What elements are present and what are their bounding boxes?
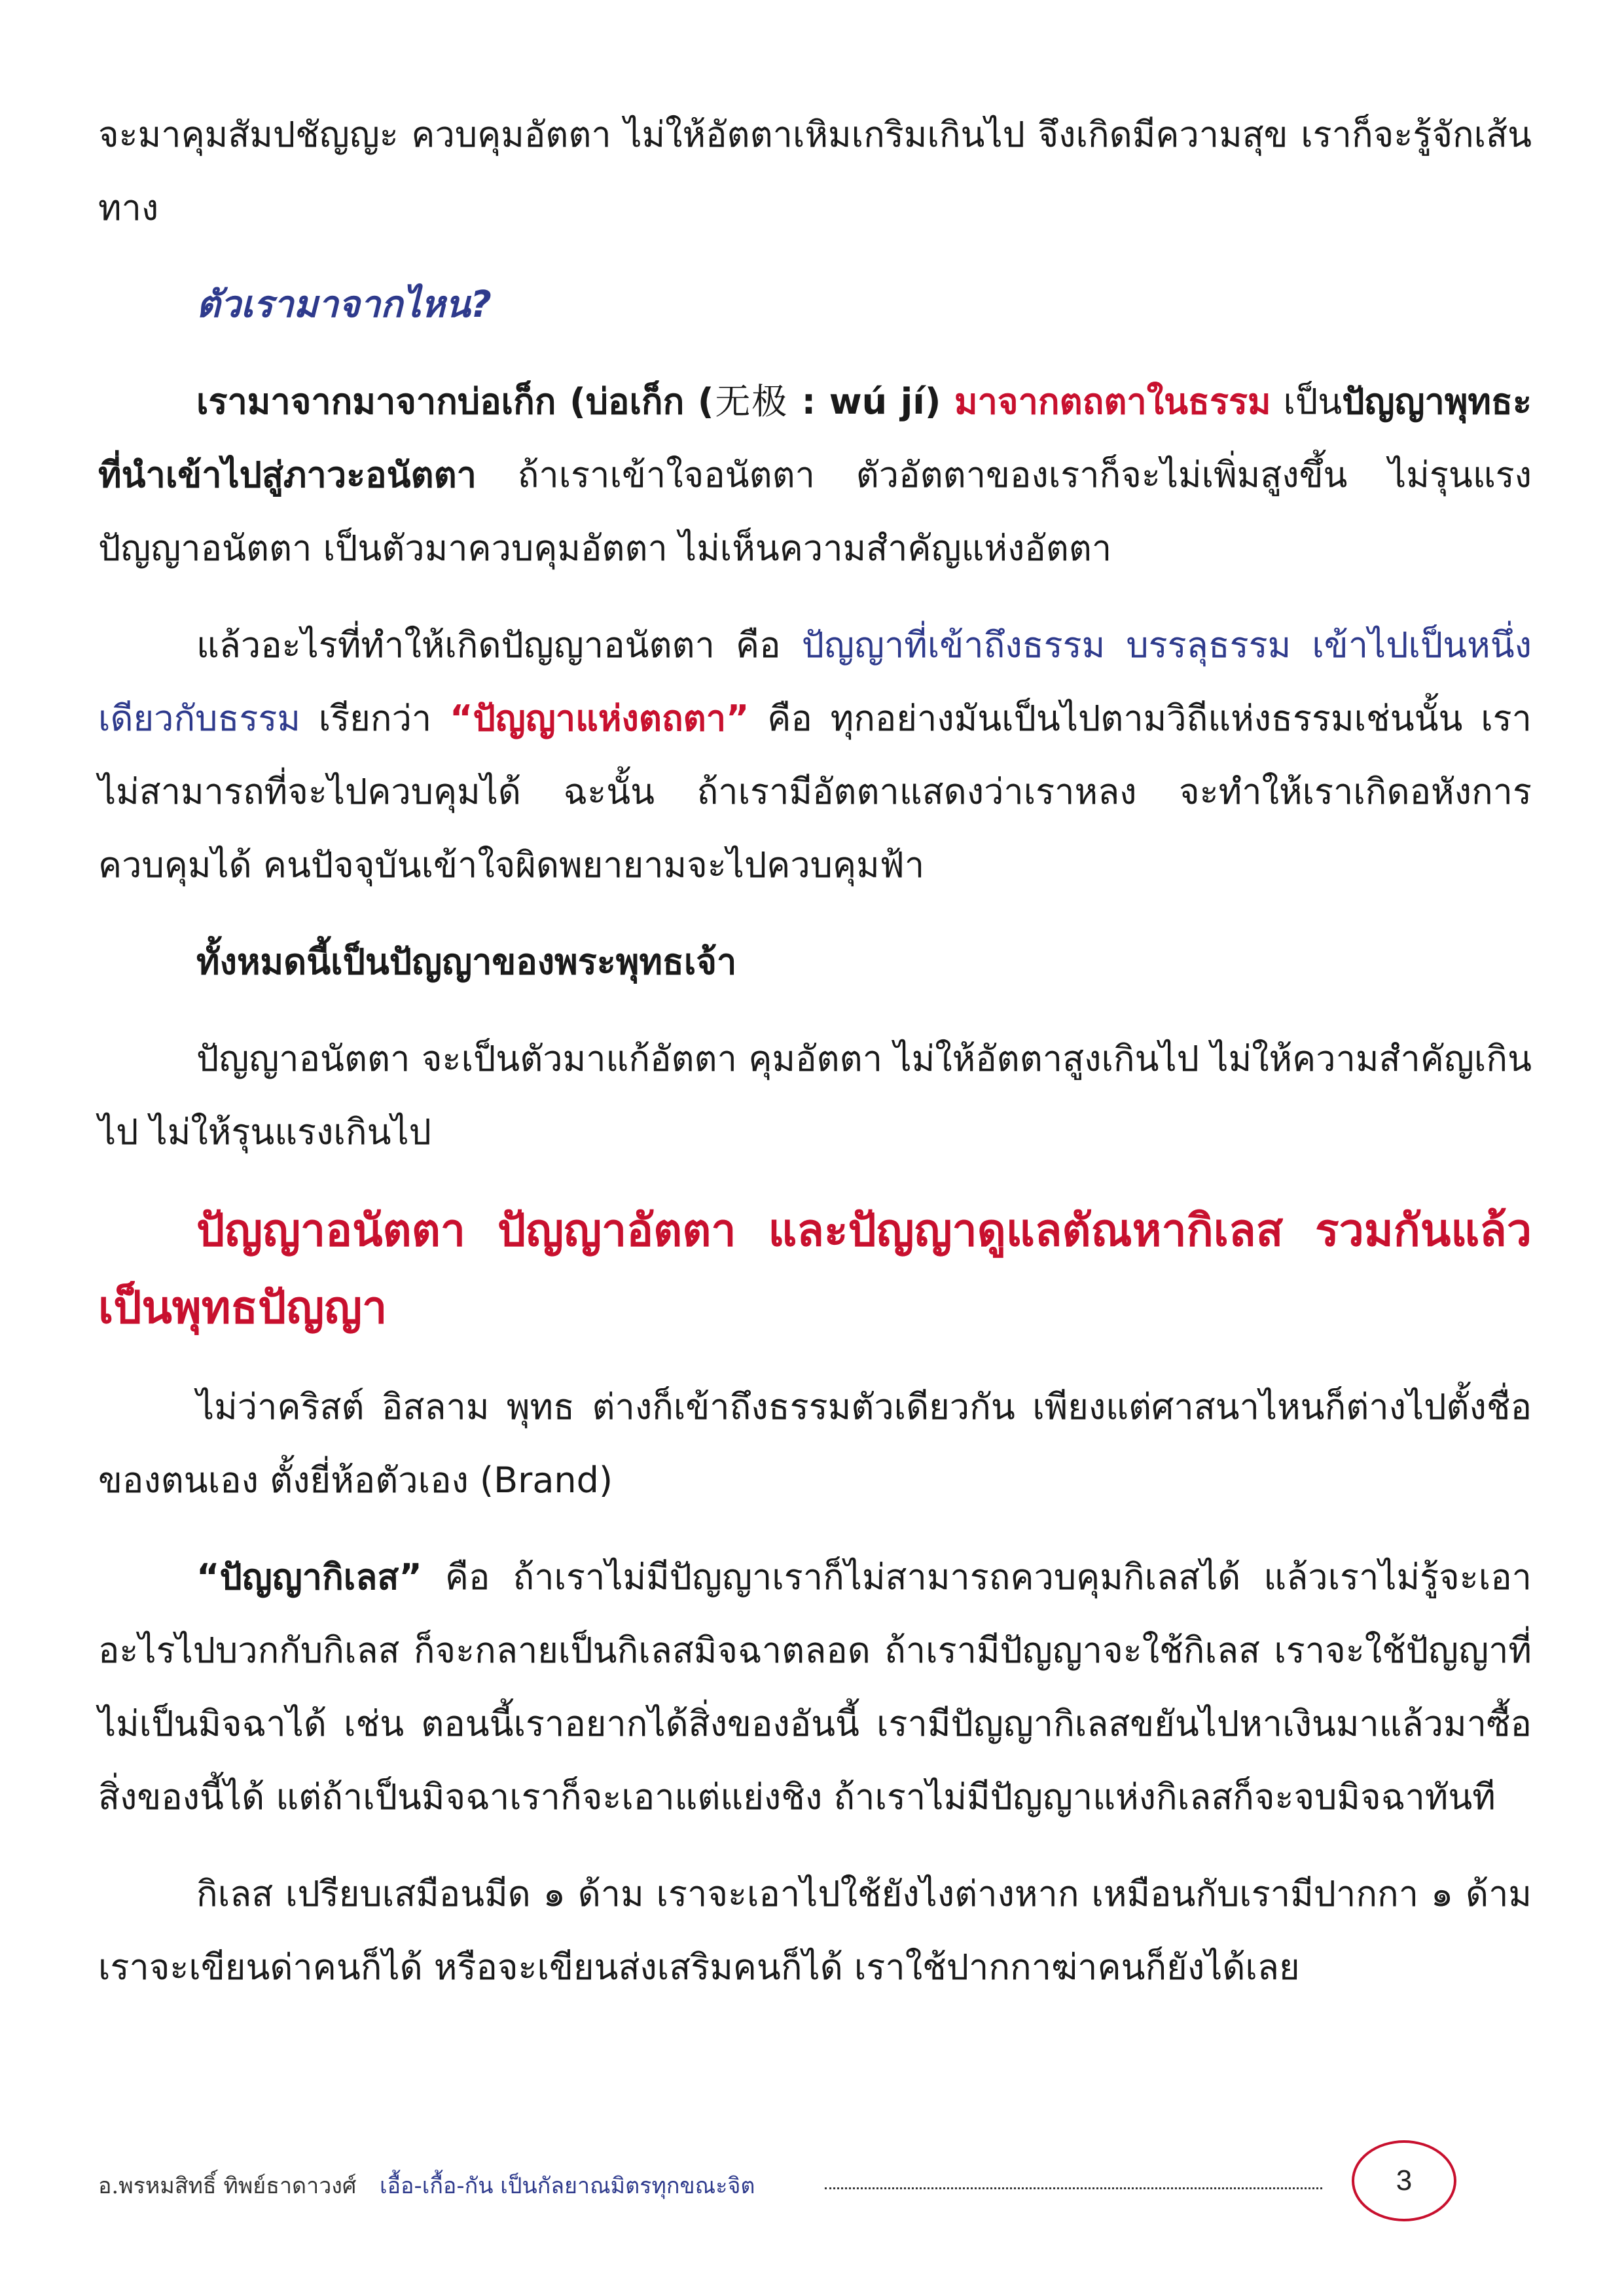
paragraph-4-bold: ทั้งหมดนี้เป็นปัญญาของพระพุทธเจ้า	[196, 941, 737, 982]
question-heading: ตัวเรามาจากไหน?	[196, 283, 492, 326]
p3-intro: แล้วอะไรที่ทำให้เกิดปัญญาอนัตตา คือ	[196, 624, 802, 666]
p2-body: ถ้าเราเข้าใจอนัตตา ตัวอัตตาของเราก็จะไม่เพิ่มสูงขึ้น ไม่รุนแรง ปัญญาอนัตตา เป็นตัวมาควบคุมอัตตา ไม่เห็นความสำคัญแห่งอัตตา	[98, 454, 1532, 569]
paragraph-6: ไม่ว่าคริสต์ อิสลาม พุทธ ต่างก็เข้าถึงธรรมตัวเดียวกัน เพียงแต่ศาสนาไหนก็ต่างไปตั้งชื่อของตนเอง ตั้งยี่ห้อตัวเอง (Brand)	[98, 1386, 1532, 1501]
p7-bold-quote: “ปัญญากิเลส”	[196, 1556, 422, 1598]
red-heading: ปัญญาอนัตตา ปัญญาอัตตา และปัญญาดูแลตัณหากิเลส รวมกันแล้วเป็นพุทธปัญญา	[98, 1205, 1532, 1334]
p2-bold-intro: เรามาจากมาจากบ่อเก็ก (บ่อเก็ก (	[196, 381, 714, 422]
p2-chinese-term: 无极	[713, 381, 788, 422]
page-footer	[98, 2140, 1532, 2219]
footer-author: อ.พรหมสิทธิ์ ทิพย์ธาดาวงศ์	[98, 2173, 357, 2199]
footer-dotted-line	[825, 2187, 1322, 2189]
p3-red-quote: “ปัญญาแห่งตถตา”	[450, 698, 749, 739]
paragraph-7	[98, 1541, 1532, 1834]
p2-red-phrase: มาจากตถตาในธรรม	[954, 381, 1271, 422]
p3-called: เรียกว่า	[300, 698, 450, 739]
paragraph-1: จะมาคุมสัมปชัญญะ ควบคุมอัตตา ไม่ให้อัตตาเหิมเกริมเกินไป จึงเกิดมีความสุข เราก็จะรู้จักเส้นทาง	[98, 114, 1532, 228]
paragraph-2	[98, 365, 1532, 585]
page-content	[98, 98, 1532, 2004]
paragraph-8: กิเลส เปรียบเสมือนมีด ๑ ด้าม เราจะเอาไปใช้ยังไงต่างหาก เหมือนกับเรามีปากกา ๑ ด้าม เราจะเขียนด่าคนก็ได้ หรือจะเขียนส่งเสริมคนก็ได้ เราใช้ปากกาฆ่าคนก็ยังได้เลย	[98, 1873, 1532, 1988]
paragraph-3	[98, 609, 1532, 902]
footer-title: เอื้อ-เกื้อ-กัน เป็นกัลยาณมิตรทุกขณะจิต	[380, 2173, 755, 2199]
p3-blue-phrase: ปัญญาที่เข้าถึงธรรม บรรลุธรรม เข้าไปเป็นหนึ่งเดียวกับธรรม	[98, 624, 1532, 739]
section-question	[98, 268, 1532, 342]
page-number: 3	[1396, 2164, 1413, 2197]
page-number-badge	[1352, 2140, 1456, 2221]
p2-pinyin: : wú jí)	[788, 381, 955, 422]
paragraph-5: ปัญญาอนัตตา จะเป็นตัวมาแก้อัตตา คุมอัตตา ไม่ให้อัตตาสูงเกินไป ไม่ให้ความสำคัญเกินไป ไม่ให้รุนแรงเกินไป	[98, 1038, 1532, 1153]
p2-bold-phrase: ปัญญาพุทธะ ที่นำเข้าไปสู่ภาวะอนัตตา	[98, 381, 1532, 495]
p7-body: คือ ถ้าเราไม่มีปัญญาเราก็ไม่สามารถควบคุมกิเลสได้ แล้วเราไม่รู้จะเอาอะไรไปบวกกับกิเลส ก็จะกลายเป็นกิเลสมิจฉาตลอด ถ้าเรามีปัญญาจะใช้กิเลส เราจะใช้ปัญญาที่ไม่เป็นมิจฉาได้ เช่น ตอนนี้เราอยากได้สิ่งของอันนี้ เรามีปัญญากิเลสขยันไปหาเงินมาแล้วมาซื้อสิ่งของนี้ได้ แต่ถ้าเป็นมิจฉาเราก็จะเอาแต่แย่งชิง ถ้าเราไม่มีปัญญาแห่งกิเลสก็จะจบมิจฉาทันที	[98, 1556, 1532, 1818]
p3-body: คือ ทุกอย่างมันเป็นไปตามวิถีแห่งธรรมเช่นนั้น เราไม่สามารถที่จะไปควบคุมได้ ฉะนั้น ถ้าเรามีอัตตาแสดงว่าเราหลง จะทำให้เราเกิดอหังการควบคุมได้ คนปัจจุบันเข้าใจผิดพยายามจะไปควบคุมฟ้า	[98, 698, 1532, 886]
p2-connector: เป็น	[1271, 381, 1343, 422]
